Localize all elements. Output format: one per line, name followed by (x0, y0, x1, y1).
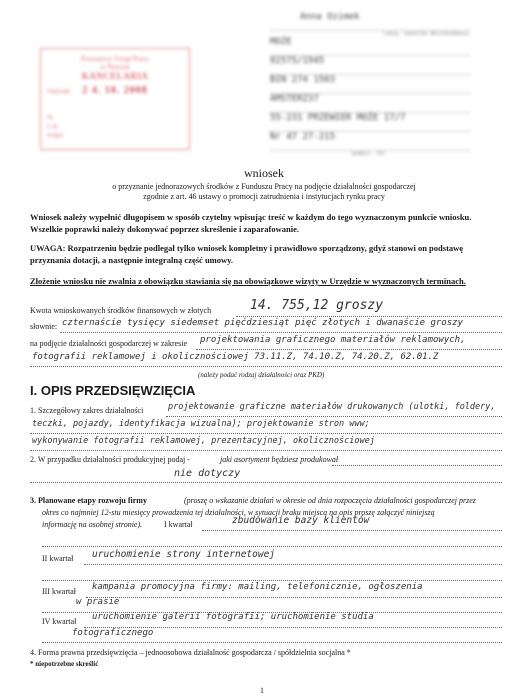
q2-value[interactable]: nie dotyczy (174, 468, 241, 479)
q1-value-3[interactable]: wykonywanie fotografii reklamowej, prezentacyjnej, okolicznościowej (32, 436, 375, 446)
applicant-name-caption: (imię, nazwisko Wnioskodawcy) (382, 31, 470, 37)
office-stamp (40, 48, 190, 150)
instructions: Wniosek należy wypełnić długopisem w sposób czytelny wpisując treść w każdym do tego wyznaczonym punkcie wniosku. Wszelkie poprawki należy dokonywać poprzez skreślenie i zaparafowanie. (30, 212, 472, 234)
in-words-value[interactable]: czternaście tysięcy siedemset pięćdziesiąt pięć złotych i dwanaście groszy (62, 318, 463, 328)
stamp-row3: Podpis (47, 133, 64, 139)
q3-label: 3. Planowane etapy rozwoju firmy (30, 496, 147, 505)
form-subtitle-1: o przyznanie jednorazowych środków z Funduszu Pracy na podjęcie działalności gospodarczej (112, 182, 416, 191)
quarter-2-label: II kwartał (42, 554, 74, 563)
section-title: I. OPIS PRZEDSIĘWZIĘCIA (30, 383, 196, 398)
applicant-sign-caption: podpis, tel. (351, 151, 389, 157)
stamp-row1: Nr (47, 115, 54, 121)
applicant-line: BIN 274 1503 (270, 75, 470, 94)
q3-hint-1: (proszę o wskazanie działań w okresie od dnia rozpoczęcia działalności gospodarczej przez (184, 496, 476, 505)
stamp-line1: Powiatowy Urząd Pracy (80, 55, 150, 63)
q3-hint-2: okres co najmniej 12-stu miesięcy prowadzenia tej działalności, w sytuacji braku miejsca na opis proszę załączyć niniejszą (42, 508, 435, 517)
quarter-1-value[interactable]: zbudowanie bazy klientów (232, 515, 370, 526)
scope-value-2[interactable]: fotografii reklamowej i okolicznościowej 73.11.Z, 74.10.Z, 74.20.Z, 62.01.Z (32, 352, 439, 362)
amount-label: Kwota wnioskowanych środków finansowych w złotych (30, 306, 212, 315)
page-number: 1 (260, 686, 264, 695)
warning-note: UWAGA: Rozpatrzeniu będzie podlegał tylko wniosek kompletny i prawidłowo sporządzony, gdyż stanowi on podstawę przyznania dotacji, a następnie integralną część umowy. (30, 243, 464, 265)
quarter-4-value-1[interactable]: uruchomienie galerii fotografii; uruchomienie studia (92, 612, 374, 622)
applicant-line: Nr 47 27-215 (270, 132, 470, 151)
q3-hint-3: informację na osobnej stronie). (42, 520, 143, 529)
q2-hint: jaki asortyment będziesz produkował (220, 455, 339, 464)
scope-value-1[interactable]: projektowania graficznego materiałów reklamowych, (200, 335, 466, 345)
q1-value-1[interactable]: projektowanie graficzne materiałów drukowanych (ulotki, foldery, (168, 402, 496, 412)
quarter-1-label: I kwartał (164, 520, 193, 529)
q2-label: 2. W przypadku działalności produkcyjnej podaj - (30, 455, 190, 464)
q1-value-2[interactable]: teczki, pojazdy, identyfikacja wizualna); projektowanie stron www; (32, 419, 370, 429)
quarter-2-value[interactable]: uruchomienie strony internetowej (92, 549, 276, 560)
amount-value[interactable]: 14. 755,12 groszy (250, 298, 384, 313)
quarter-3-value-2[interactable]: w prasie (76, 597, 120, 607)
footnote: * niepotrzebne skreślić (30, 660, 99, 668)
form-title: wniosek (244, 166, 284, 180)
stamp-row2: L.dz. (47, 124, 60, 130)
applicant-line: AMSTERZ37 (270, 94, 470, 113)
stamp-label: Wpłynęło (47, 89, 71, 95)
quarter-3-label: III kwartał (42, 587, 76, 596)
quarter-4-label: IV kwartał (42, 617, 77, 626)
applicant-line: MOŻE (270, 37, 470, 56)
stamp-line2: w Nowym (100, 63, 130, 71)
in-words-label: słownie: (30, 322, 58, 331)
applicant-name: Anna Ozimek (270, 12, 470, 31)
q1-label: 1. Szczegółowy zakres działalności (30, 406, 144, 415)
pkd-note: (należy podać rodzaj działalności oraz PKD) (198, 371, 325, 379)
applicant-line: 02575/1945 (270, 56, 470, 75)
quarter-3-value-1[interactable]: kampania promocyjna firmy: mailing, telefonicznie, ogłoszenia (92, 582, 423, 592)
quarter-4-value-2[interactable]: fotograficznego (72, 628, 154, 638)
stamp-date: 2 4. 10. 2008 (82, 85, 148, 96)
visits-note: Złożenie wniosku nie zwalnia z obowiązku stawiania się na obowiązkowe wizyty w Urzędzie w wyznaczonych terminach. (30, 276, 466, 286)
scope-label: na podjęcie działalności gospodarczej w zakresie (30, 339, 188, 348)
stamp-line3: KANCELARIA (81, 71, 149, 81)
applicant-line: 55-231 PRZEWIER MOŻE 17/7 (270, 113, 470, 132)
form-subtitle-2: zgodnie z art. 46 ustawy o promocji zatrudnienia i instytucjach rynku pracy (143, 192, 385, 201)
applicant-block (270, 12, 470, 157)
q4-label: 4. Forma prawna przedsięwzięcia – jednoosobowa działalność gospodarcza / spółdzielnia socjalna * (30, 648, 351, 657)
